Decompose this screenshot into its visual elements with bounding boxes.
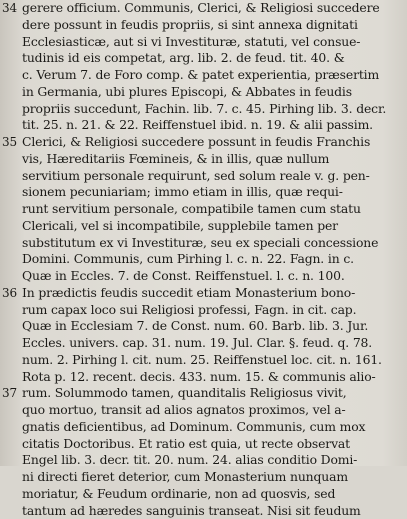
text-line	[22, 302, 405, 319]
text-line	[22, 352, 405, 369]
text-line	[22, 452, 405, 469]
paragraph-number: 35	[2, 134, 20, 151]
line-text: gnatis deficientibus, ad Dominum. Communis, cum mox	[22, 419, 365, 436]
line-text: runt servitium personale, compatibile tamen cum statu	[22, 201, 361, 218]
line-text: gerere officium. Communis, Clerici, & Religiosi succedere	[22, 0, 380, 17]
text-line	[22, 67, 405, 84]
line-text: Quæ in Eccles. 7. de Const. Reiffenstuel. l. c. n. 100.	[22, 268, 345, 285]
text-line	[22, 385, 405, 402]
text-line	[22, 151, 405, 168]
text-line	[22, 218, 405, 235]
line-text: Eccles. univers. cap. 31. num. 19. Jul. Clar. §. feud. q. 78.	[22, 335, 372, 352]
line-text: c. Verum 7. de Foro comp. & patet experientia, præsertim	[22, 67, 379, 84]
paragraph-number: 36	[2, 285, 20, 302]
text-line	[22, 369, 405, 386]
text-line	[22, 335, 405, 352]
text-line	[22, 184, 405, 201]
line-text: ni directi fieret deterior, cum Monasterium nunquam	[22, 469, 348, 486]
text-line	[22, 285, 405, 302]
text-line	[22, 402, 405, 419]
line-text: in Germania, ubi plures Episcopi, & Abbates in feudis	[22, 84, 352, 101]
text-line	[22, 235, 405, 252]
line-text: Clerici, & Religiosi succedere possunt in feudis Franchis	[22, 134, 370, 151]
text-line	[22, 251, 405, 268]
line-text: rum capax loco sui Religiosi professi, Fagn. in cit. cap.	[22, 302, 356, 319]
text-line	[22, 168, 405, 185]
text-line	[22, 436, 405, 453]
line-text: Ecclesiasticæ, aut si vi Investituræ, statuti, vel consue-	[22, 34, 360, 51]
paragraph-number: 34	[2, 0, 20, 17]
line-text: num. 2. Pirhing l. cit. num. 25. Reiffenstuel loc. cit. n. 161.	[22, 352, 382, 369]
text-line	[22, 34, 405, 51]
text-line	[22, 84, 405, 101]
text-line	[22, 0, 405, 17]
paragraph-number: 37	[2, 385, 20, 402]
body-text	[22, 0, 405, 519]
line-text: servitium personale requirunt, sed solum reale v. g. pen-	[22, 168, 370, 185]
line-text: tudinis id eis competat, arg. lib. 2. de feud. tit. 40. &	[22, 50, 345, 67]
line-text: vis, Hæreditariis Fœmineis, & in illis, quæ nullum	[22, 151, 329, 168]
text-line	[22, 268, 405, 285]
text-line	[22, 134, 405, 151]
line-text: Rota p. 12. recent. decis. 433. num. 15. & communis alio-	[22, 369, 376, 386]
text-line	[22, 318, 405, 335]
line-text: dere possunt in feudis propriis, si sint annexa dignitati	[22, 17, 358, 34]
text-line	[22, 486, 405, 503]
line-text: substitutum ex vi Investituræ, seu ex speciali concessione	[22, 235, 378, 252]
text-line	[22, 50, 405, 67]
line-text: rum. Solummodo tamen, quanditalis Religiosus vivit,	[22, 385, 347, 402]
line-text: propriis succedunt, Fachin. lib. 7. c. 45. Pirhing lib. 3. decr.	[22, 101, 386, 118]
line-text: sionem pecuniariam; immo etiam in illis, quæ requi-	[22, 184, 343, 201]
line-text: Domini. Communis, cum Pirhing l. c. n. 22. Fagn. in c.	[22, 251, 354, 268]
line-text: Engel lib. 3. decr. tit. 20. num. 24. alias conditio Domi-	[22, 452, 357, 469]
line-text: quo mortuo, transit ad alios agnatos proximos, vel a-	[22, 402, 346, 419]
line-text: tit. 25. n. 21. & 22. Reiffenstuel ibid. n. 19. & alii passim.	[22, 117, 373, 134]
line-text: In prædictis feudis succedit etiam Monasterium bono-	[22, 285, 355, 302]
text-line	[22, 503, 405, 519]
line-text: citatis Doctoribus. Et ratio est quia, ut recte observat	[22, 436, 350, 453]
text-line	[22, 469, 405, 486]
line-text: tantum ad hæredes sanguinis transeat. Nisi sit feudum	[22, 503, 361, 519]
line-text: Quæ in Ecclesiam 7. de Const. num. 60. Barb. lib. 3. Jur.	[22, 318, 368, 335]
text-line	[22, 17, 405, 34]
text-line	[22, 419, 405, 436]
line-text: moriatur, & Feudum ordinarie, non ad quosvis, sed	[22, 486, 335, 503]
text-line	[22, 101, 405, 118]
text-line	[22, 201, 405, 218]
text-line	[22, 117, 405, 134]
line-text: Clericali, vel si incompatibile, supplebile tamen per	[22, 218, 338, 235]
